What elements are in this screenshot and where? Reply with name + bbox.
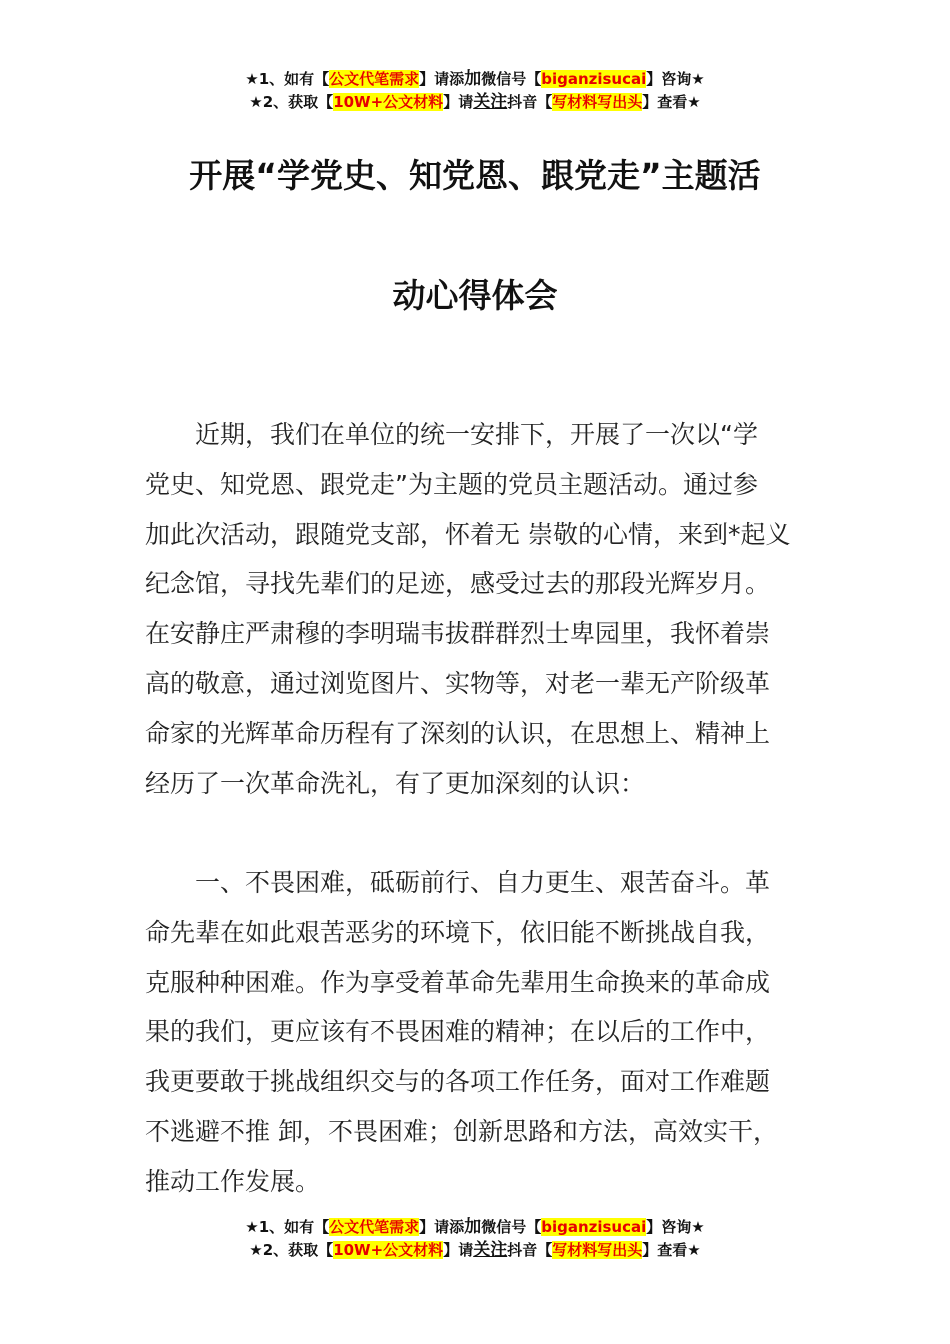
text-line: 我更要敢于挑战组织交与的各项工作任务，面对工作难题: [145, 1067, 771, 1097]
notice-line-2: [0, 91, 950, 114]
notice-text: 微信号【: [481, 1218, 542, 1236]
notice-text: 微信号【: [481, 70, 542, 88]
notice-text: 】请添: [419, 1218, 465, 1236]
notice-text: 】查看★: [642, 93, 701, 111]
text-line: 果的我们，更应该有不畏困难的精神；在以后的工作中，: [145, 1017, 771, 1047]
notice-text: 】咨询★: [646, 70, 705, 88]
notice-text: 】查看★: [642, 1241, 701, 1259]
notice-text: ★2、获取【: [249, 93, 334, 111]
notice-text: 抖音【: [507, 93, 553, 111]
notice-highlight: 公文代笔需求: [329, 70, 420, 88]
notice-text: 加: [464, 69, 482, 89]
notice-text: 】请: [443, 1241, 474, 1259]
notice-text: 】请: [443, 93, 474, 111]
notice-text: 关注: [473, 92, 508, 112]
wechat-id-highlight: biganzisucai: [541, 70, 647, 88]
text-line: 推动工作发展。: [145, 1166, 321, 1196]
notice-highlight: 10W+公文材料: [333, 93, 444, 111]
text-line: 命先辈在如此艰苦恶劣的环境下，依旧能不断挑战自我，: [145, 917, 771, 947]
text-line: 高的敬意，通过浏览图片、实物等，对老一辈无产阶级革: [145, 668, 771, 698]
text-line: 克服种种困难。作为享受着革命先辈用生命换来的革命成: [145, 967, 771, 997]
notice-text: ★2、获取【: [249, 1241, 334, 1259]
text-line: 纪念馆，寻找先辈们的足迹，感受过去的那段光辉岁月。: [145, 569, 771, 599]
notice-line-1: [0, 68, 950, 91]
notice-text: 抖音【: [507, 1241, 553, 1259]
paragraph-intro: [145, 410, 810, 808]
notice-text: 】咨询★: [646, 1218, 705, 1236]
notice-text: 关注: [473, 1240, 508, 1260]
header-notice: [0, 68, 950, 114]
notice-highlight: 10W+公文材料: [333, 1241, 444, 1259]
text-line: 在安静庄严肃穆的李明瑞韦拔群群烈士卑园里，我怀着崇: [145, 619, 771, 649]
document-title-line-2: 动心得体会: [392, 276, 558, 315]
text-line: 命家的光辉革命历程有了深刻的认识，在思想上、精神上: [145, 718, 771, 748]
notice-line-1: [0, 1216, 950, 1239]
text-line: 不逃避不推 卸，不畏困难；创新思路和方法，高效实干，: [145, 1116, 778, 1146]
text-line: 近期，我们在单位的统一安排下，开展了一次以“学: [145, 420, 758, 449]
wechat-id-highlight: biganzisucai: [541, 1218, 647, 1236]
notice-line-2: [0, 1239, 950, 1262]
notice-text: ★1、如有【: [245, 1218, 330, 1236]
footer-notice: [0, 1216, 950, 1262]
text-line: 党史、知党恩、跟党走”为主题的党员主题活动。通过参: [145, 469, 758, 499]
paragraph-section-1: [145, 858, 810, 1207]
notice-text: ★1、如有【: [245, 70, 330, 88]
notice-highlight: 公文代笔需求: [329, 1218, 420, 1236]
notice-text: 加: [464, 1217, 482, 1237]
text-line: 一、不畏困难，砥砺前行、自力更生、艰苦奋斗。革: [145, 868, 771, 897]
notice-text: 】请添: [419, 70, 465, 88]
text-line: 经历了一次革命洗礼，有了更加深刻的认识：: [145, 768, 646, 798]
douyin-id-highlight: 写材料写出头: [552, 1241, 643, 1259]
douyin-id-highlight: 写材料写出头: [552, 93, 643, 111]
text-line: 加此次活动，跟随党支部，怀着无 崇敬的心情，来到*起义: [145, 519, 791, 549]
document-title-line-1: 开展“学党史、知党恩、跟党走”主题活: [189, 156, 761, 195]
